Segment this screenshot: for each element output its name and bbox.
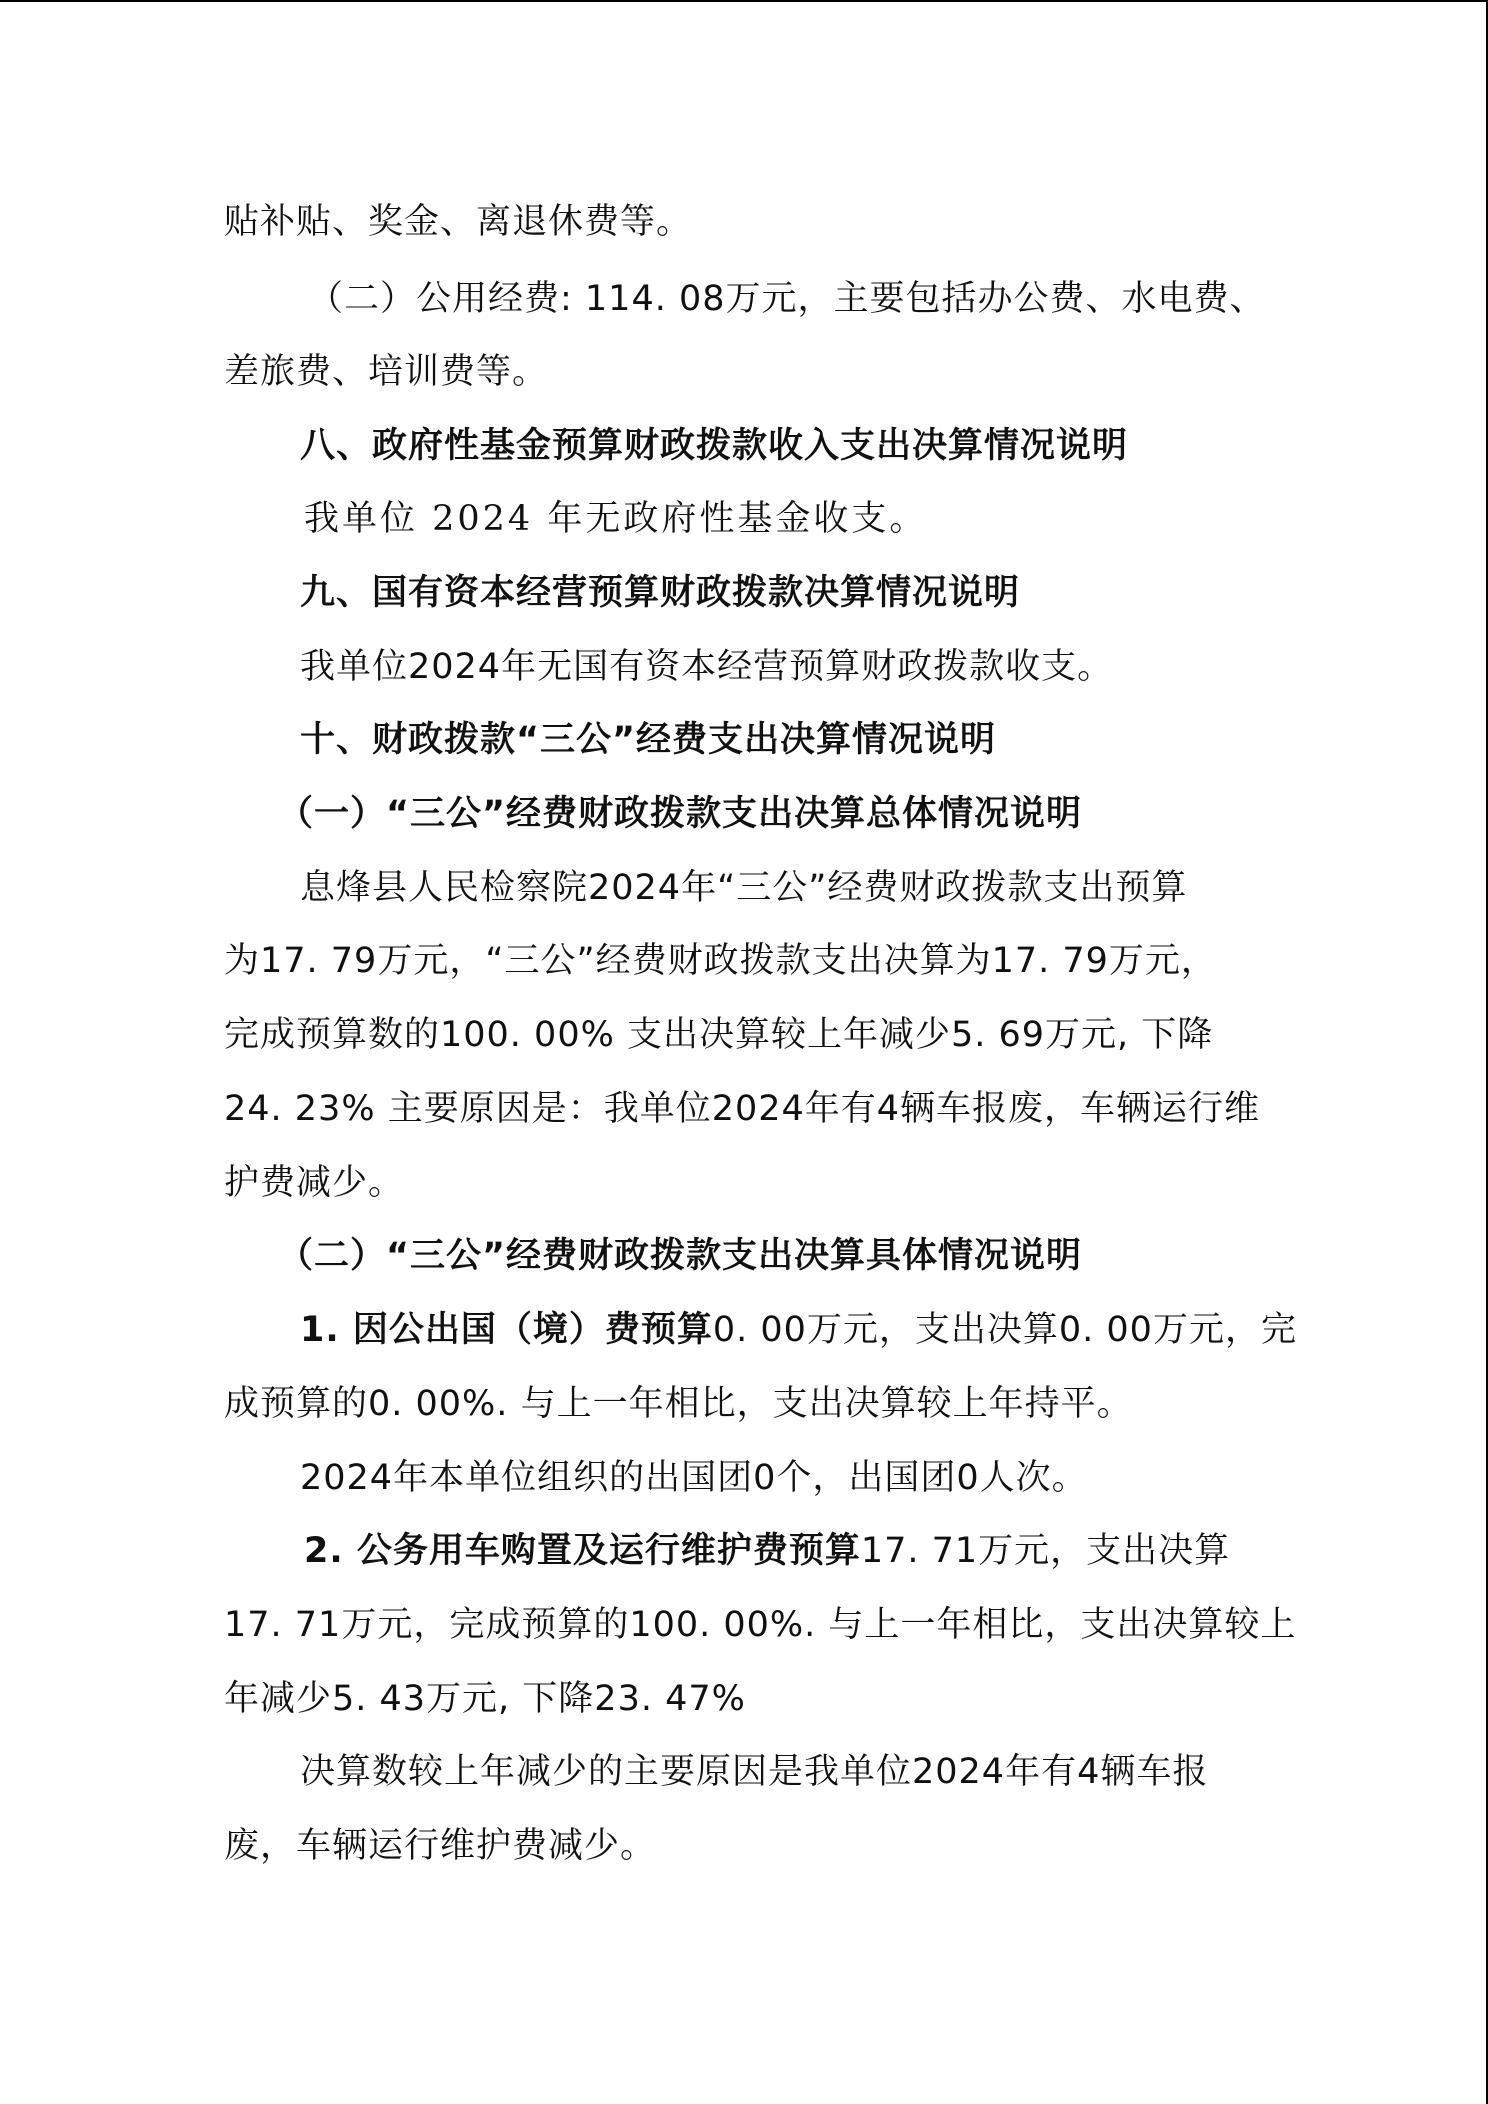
text-line: 我单位 2024 年无政府性基金收支。 [304, 499, 928, 539]
text-line: 为17. 79万元，“三公”经费财政拨款支出决算为17. 79万元， [224, 941, 1217, 981]
text-line: 贴补贴、奖金、离退休费等。 [224, 202, 693, 242]
text-line: 17. 71万元，完成预算的100. 00%. 与上一年相比，支出决算较上 [224, 1605, 1297, 1645]
text-line: 年减少5. 43万元, 下降23. 47% [224, 1679, 746, 1719]
text-line: 差旅费、培训费等。 [224, 352, 549, 392]
section-heading: 十、财政拨款“三公”经费支出决算情况说明 [300, 720, 997, 760]
text-line: 完成预算数的100. 00% 支出决算较上年减少5. 69万元, 下降 [224, 1015, 1214, 1055]
text-line: 24. 23% 主要原因是：我单位2024年有4辆车报废，车辆运行维 [224, 1089, 1261, 1129]
text-line: （二）公用经费: 114. 08万元，主要包括办公费、水电费、 [308, 279, 1266, 319]
text-line: 废，车辆运行维护费减少。 [224, 1826, 657, 1866]
text-line: 决算数较上年减少的主要原因是我单位2024年有4辆车报 [300, 1752, 1209, 1792]
section-heading: 九、国有资本经营预算财政拨款决算情况说明 [300, 573, 1021, 613]
section-heading: 八、政府性基金预算财政拨款收入支出决算情况说明 [300, 426, 1129, 466]
subsection-heading: （二）“三公”经费财政拨款支出决算具体情况说明 [278, 1236, 1083, 1276]
text-line [300, 1308, 1297, 1352]
text-line [304, 1529, 1230, 1573]
text-line: 成预算的0. 00%. 与上一年相比，支出决算较上年持平。 [224, 1384, 1133, 1424]
item-text: 0. 00万元，支出决算0. 00万元，完 [712, 1310, 1297, 1350]
text-line: 我单位2024年无国有资本经营预算财政拨款收支。 [300, 647, 1114, 687]
item-heading: 1. 因公出国（境）费预算 [300, 1310, 713, 1350]
item-heading: 2. 公务用车购置及运行维护费预算 [304, 1531, 861, 1571]
text-line: 息烽县人民检察院2024年“三公”经费财政拨款支出预算 [300, 868, 1188, 908]
subsection-heading: （一）“三公”经费财政拨款支出决算总体情况说明 [278, 794, 1083, 834]
text-line: 2024年本单位组织的出国团0个，出国团0人次。 [300, 1458, 1088, 1498]
text-line: 护费减少。 [224, 1163, 405, 1203]
item-text: 17. 71万元，支出决算 [860, 1531, 1231, 1571]
